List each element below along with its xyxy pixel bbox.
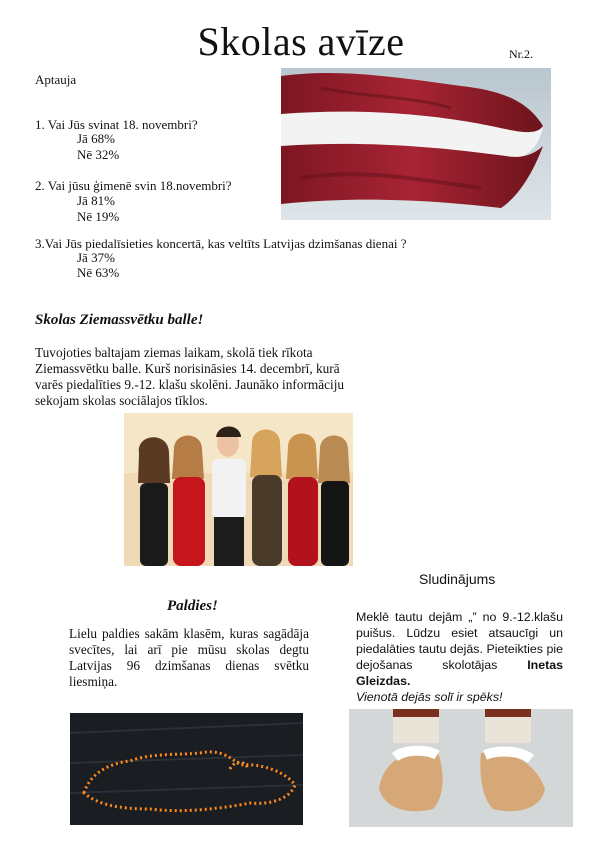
thanks-section-title: Paldies! [167, 598, 218, 614]
survey-question-2: 2. Vai jūsu ģimenē svin 18.novembri? [35, 178, 232, 193]
issue-number: Nr.2. [509, 47, 533, 61]
survey-question-3: 3.Vai Jūs piedalīsieties koncertā, kas veltīts Latvijas dzimšanas dienai ? [35, 236, 407, 251]
ball-section-title: Skolas Ziemassvētku balle! [35, 312, 204, 328]
ad-text [356, 609, 563, 705]
survey-question-1: 1. Vai Jūs svinat 18. novembri? [35, 117, 198, 132]
newspaper-title: Skolas avīze [197, 19, 405, 64]
survey-answer-3-yes: Jā 37% [77, 250, 115, 265]
ad-teacher-name: Inetas Gleizdas. [356, 658, 563, 688]
christmas-ball-group-photo [124, 413, 353, 566]
survey-answer-1-yes: Jā 68% [77, 131, 115, 146]
survey-answer-2-yes: Jā 81% [77, 193, 115, 208]
ad-heading: Sludinājums [419, 571, 496, 587]
survey-answer-3-no: Nē 63% [77, 265, 120, 280]
thanks-section-text: Lielu paldies sakām klasēm, kuras sagādāja svecītes, lai arī pie mūsu skolas degtu Latvijas 96 dzimšanas dienas svētku liesmiņa. [69, 626, 309, 689]
latvian-flag-photo [281, 68, 551, 220]
survey-answer-1-no: Nē 32% [77, 147, 120, 162]
survey-answer-2-no: Nē 19% [77, 209, 120, 224]
folk-dance-shoes-photo [349, 709, 573, 827]
candles-latvia-map-photo [70, 713, 303, 825]
survey-heading: Aptauja [35, 72, 77, 87]
ad-body: Meklē tautu dejām „” no 9.-12.klašu puišus. Lūdzu esiet atsaucīgi un piedalāties tautu dejās. Pieteikties pie dejošanas skolotājas [356, 610, 563, 672]
ball-section-text: Tuvojoties baltajam ziemas laikam, skolā tiek rīkota Ziemassvētku balle. Kurš norisināsies 14. decembrī, kurā varēs piedalīties 9.-12. klašu skolēni. Jaunāko informāciju sekojam skolas sociālajos tīklos. [35, 345, 345, 408]
ad-motto: Vienotā dejās solī ir spēks! [356, 690, 503, 704]
